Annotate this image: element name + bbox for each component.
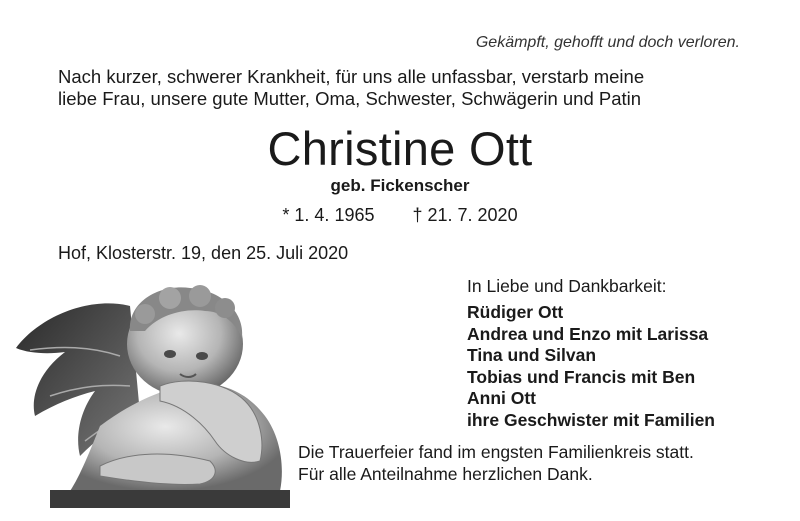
intro-text	[58, 66, 644, 110]
closing-line: Für alle Anteilnahme herzlichen Dank.	[298, 464, 593, 484]
deceased-name: Christine Ott	[267, 122, 533, 175]
mourners-list	[467, 302, 715, 431]
mourner-name: ihre Geschwister mit Familien	[467, 409, 715, 430]
mourner-name: Tobias und Francis mit Ben	[467, 366, 696, 387]
life-dates	[0, 205, 800, 226]
motto: Gekämpft, gehofft und doch verloren.	[475, 34, 740, 51]
place-and-date: Hof, Klosterstr. 19, den 25. Juli 2020	[58, 243, 349, 263]
closing-text	[298, 441, 694, 485]
mourner-name: Tina und Silvan	[467, 345, 597, 365]
mourner-name: Andrea und Enzo mit Larissa	[467, 323, 709, 344]
cherub-angel-image	[10, 276, 292, 508]
intro-line: Nach kurzer, schwerer Krankheit, für uns alle unfassbar, verstarb meine	[58, 66, 645, 87]
maiden-name: geb. Fickenscher	[330, 176, 470, 195]
birth-date: * 1. 4. 1965	[282, 205, 375, 225]
mourner-name: Rüdiger Ott	[467, 302, 564, 322]
mourner-name: Anni Ott	[467, 388, 537, 408]
death-date: † 21. 7. 2020	[412, 205, 518, 225]
intro-line: liebe Frau, unsere gute Mutter, Oma, Schwester, Schwägerin und Patin	[58, 88, 642, 109]
closing-line: Die Trauerfeier fand im engsten Familienkreis statt.	[298, 442, 694, 462]
thanks-heading: In Liebe und Dankbarkeit:	[467, 276, 667, 296]
